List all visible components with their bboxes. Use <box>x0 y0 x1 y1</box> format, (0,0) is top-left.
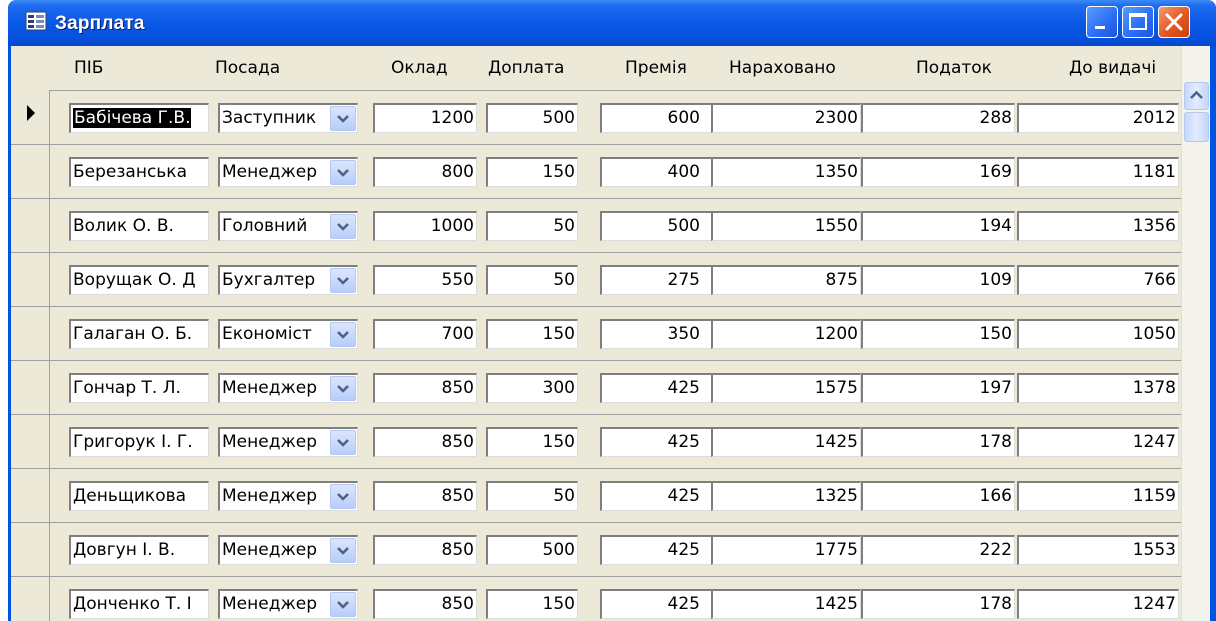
position-combo[interactable] <box>218 373 358 403</box>
premium-value: 400 <box>667 162 700 182</box>
tax-field[interactable]: 166 <box>861 481 1015 511</box>
name-field[interactable]: Деньщикова <box>69 481 209 511</box>
dropdown-button[interactable] <box>330 160 356 185</box>
payout-field[interactable]: 1356 <box>1017 211 1179 241</box>
accrued-field[interactable]: 1325 <box>711 481 861 511</box>
table-row[interactable] <box>11 361 1181 415</box>
bonus-pay-field[interactable]: 150 <box>486 319 578 349</box>
scroll-up-button[interactable] <box>1184 82 1209 110</box>
bonus-pay-field[interactable]: 150 <box>486 427 578 457</box>
dropdown-button[interactable] <box>330 376 356 401</box>
salary-field[interactable]: 850 <box>373 481 477 511</box>
salary-field[interactable]: 850 <box>373 589 477 619</box>
chevron-down-icon <box>331 485 355 508</box>
dropdown-button[interactable] <box>330 430 356 455</box>
position-combo[interactable] <box>218 103 358 133</box>
chevron-down-icon <box>331 323 355 346</box>
bonus-pay-field[interactable]: 150 <box>486 589 578 619</box>
salary-field[interactable]: 850 <box>373 535 477 565</box>
chevron-down-icon <box>331 593 355 616</box>
maximize-icon <box>1123 7 1153 37</box>
dropdown-button[interactable] <box>330 592 356 617</box>
header-tax: Податок <box>916 58 992 78</box>
name-field[interactable]: Донченко Т. І <box>69 589 209 619</box>
payout-field[interactable]: 1247 <box>1017 589 1179 619</box>
premium-field[interactable] <box>600 319 720 349</box>
bonus-pay-field[interactable]: 500 <box>486 535 578 565</box>
accrued-field[interactable]: 1350 <box>711 157 861 187</box>
tax-field[interactable]: 222 <box>861 535 1015 565</box>
tax-field[interactable]: 150 <box>861 319 1015 349</box>
header-position: Посада <box>215 58 281 78</box>
payout-field[interactable]: 1553 <box>1017 535 1179 565</box>
accrued-field[interactable]: 875 <box>711 265 861 295</box>
premium-value: 425 <box>667 378 700 398</box>
chevron-up-icon <box>1185 83 1208 109</box>
minimize-button[interactable] <box>1086 6 1118 38</box>
premium-value: 425 <box>667 432 700 452</box>
position-combo[interactable] <box>218 535 358 565</box>
name-field[interactable]: Довгун І. В. <box>69 535 209 565</box>
dropdown-button[interactable] <box>330 484 356 509</box>
chevron-down-icon <box>331 107 355 130</box>
title-bar[interactable] <box>8 0 1216 46</box>
table-row[interactable] <box>11 523 1181 577</box>
accrued-field[interactable]: 2300 <box>711 103 861 133</box>
position-value: Бухгалтер <box>222 270 316 290</box>
name-field[interactable]: Григорук І. Г. <box>69 427 209 457</box>
dropdown-button[interactable] <box>330 214 356 239</box>
bonus-pay-field[interactable]: 500 <box>486 103 578 133</box>
form-window <box>8 0 1216 621</box>
tax-field[interactable]: 288 <box>861 103 1015 133</box>
table-row[interactable] <box>11 145 1181 199</box>
position-value: Економіст <box>222 324 312 344</box>
header-accrued: Нараховано <box>729 58 836 78</box>
position-combo[interactable] <box>218 265 358 295</box>
payout-field[interactable]: 2012 <box>1017 103 1179 133</box>
chevron-down-icon <box>331 377 355 400</box>
name-value: Бабічева Г.В. <box>74 108 191 128</box>
chevron-down-icon <box>331 215 355 238</box>
current-record-icon <box>25 103 37 123</box>
scroll-thumb[interactable] <box>1184 112 1209 142</box>
premium-field[interactable] <box>600 373 720 403</box>
dropdown-button[interactable] <box>330 322 356 347</box>
premium-value: 600 <box>667 108 700 128</box>
accrued-field[interactable]: 1575 <box>711 373 861 403</box>
chevron-down-icon <box>331 269 355 292</box>
premium-field[interactable] <box>600 481 720 511</box>
table-row[interactable] <box>11 253 1181 307</box>
accrued-field[interactable]: 1200 <box>711 319 861 349</box>
salary-field[interactable]: 550 <box>373 265 477 295</box>
premium-value: 500 <box>667 216 700 236</box>
premium-field[interactable] <box>600 211 720 241</box>
window-title: Зарплата <box>55 13 145 34</box>
table-row[interactable] <box>11 307 1181 361</box>
tax-field[interactable]: 194 <box>861 211 1015 241</box>
header-bonus-pay: Доплата <box>488 58 565 78</box>
premium-field[interactable] <box>600 103 720 133</box>
position-combo[interactable] <box>218 157 358 187</box>
salary-field[interactable]: 1200 <box>373 103 477 133</box>
chevron-down-icon <box>331 431 355 454</box>
dropdown-button[interactable] <box>330 538 356 563</box>
form-body <box>11 46 1210 621</box>
table-row[interactable] <box>11 199 1181 253</box>
close-icon <box>1159 7 1189 37</box>
position-combo[interactable] <box>218 211 358 241</box>
tax-field[interactable]: 197 <box>861 373 1015 403</box>
premium-value: 425 <box>667 594 700 614</box>
header-name: ПІБ <box>74 58 104 78</box>
premium-field[interactable] <box>600 157 720 187</box>
accrued-field[interactable]: 1550 <box>711 211 861 241</box>
name-field[interactable] <box>69 103 209 133</box>
bonus-pay-field[interactable]: 50 <box>486 265 578 295</box>
dropdown-button[interactable] <box>330 106 356 131</box>
chevron-down-icon <box>331 539 355 562</box>
vertical-scrollbar[interactable] <box>1181 46 1210 621</box>
bonus-pay-field[interactable]: 50 <box>486 481 578 511</box>
premium-field[interactable] <box>600 265 720 295</box>
premium-value: 425 <box>667 540 700 560</box>
position-combo[interactable] <box>218 427 358 457</box>
payout-field[interactable]: 1050 <box>1017 319 1179 349</box>
salary-field[interactable]: 700 <box>373 319 477 349</box>
table-row[interactable] <box>11 91 1181 145</box>
tax-field[interactable]: 109 <box>861 265 1015 295</box>
bonus-pay-field[interactable]: 150 <box>486 157 578 187</box>
maximize-button[interactable] <box>1122 6 1154 38</box>
close-button[interactable] <box>1158 6 1190 38</box>
premium-field[interactable] <box>600 589 720 619</box>
position-value: Менеджер <box>222 594 318 614</box>
premium-value: 425 <box>667 486 700 506</box>
salary-field[interactable]: 850 <box>373 427 477 457</box>
tax-field[interactable]: 169 <box>861 157 1015 187</box>
position-value: Заступник <box>222 108 317 128</box>
position-combo[interactable] <box>218 319 358 349</box>
name-field[interactable]: Гончар Т. Л. <box>69 373 209 403</box>
table-row[interactable] <box>11 469 1181 523</box>
position-value: Менеджер <box>222 162 318 182</box>
table-row[interactable] <box>11 577 1181 621</box>
header-premium: Премія <box>625 58 687 78</box>
position-combo[interactable] <box>218 589 358 619</box>
header-payout: До видачі <box>1069 58 1157 78</box>
header-salary: Оклад <box>391 58 448 78</box>
salary-field[interactable]: 800 <box>373 157 477 187</box>
tax-field[interactable]: 178 <box>861 589 1015 619</box>
accrued-field[interactable]: 1425 <box>711 427 861 457</box>
position-value: Менеджер <box>222 378 318 398</box>
table-row[interactable] <box>11 415 1181 469</box>
salary-field[interactable]: 850 <box>373 373 477 403</box>
name-field[interactable]: Галаган О. Б. <box>69 319 209 349</box>
payout-field[interactable]: 1159 <box>1017 481 1179 511</box>
chevron-down-icon <box>331 161 355 184</box>
bonus-pay-field[interactable]: 50 <box>486 211 578 241</box>
payout-field[interactable]: 1247 <box>1017 427 1179 457</box>
premium-field[interactable] <box>600 427 720 457</box>
accrued-field[interactable]: 1775 <box>711 535 861 565</box>
tax-field[interactable]: 178 <box>861 427 1015 457</box>
premium-value: 275 <box>667 270 700 290</box>
premium-field[interactable] <box>600 535 720 565</box>
minimize-icon <box>1087 7 1117 37</box>
name-field[interactable]: Ворущак О. Д <box>69 265 209 295</box>
position-value: Менеджер <box>222 432 318 452</box>
position-value: Головний <box>222 216 308 236</box>
form-icon <box>25 10 47 32</box>
premium-value: 350 <box>667 324 700 344</box>
name-field[interactable]: Березанська <box>69 157 209 187</box>
position-value: Менеджер <box>222 540 318 560</box>
name-field[interactable]: Волик О. В. <box>69 211 209 241</box>
salary-field[interactable]: 1000 <box>373 211 477 241</box>
payout-field[interactable]: 1378 <box>1017 373 1179 403</box>
bonus-pay-field[interactable]: 300 <box>486 373 578 403</box>
position-combo[interactable] <box>218 481 358 511</box>
accrued-field[interactable]: 1425 <box>711 589 861 619</box>
payout-field[interactable]: 766 <box>1017 265 1179 295</box>
column-headers <box>11 46 1210 90</box>
payout-field[interactable]: 1181 <box>1017 157 1179 187</box>
dropdown-button[interactable] <box>330 268 356 293</box>
position-value: Менеджер <box>222 486 318 506</box>
